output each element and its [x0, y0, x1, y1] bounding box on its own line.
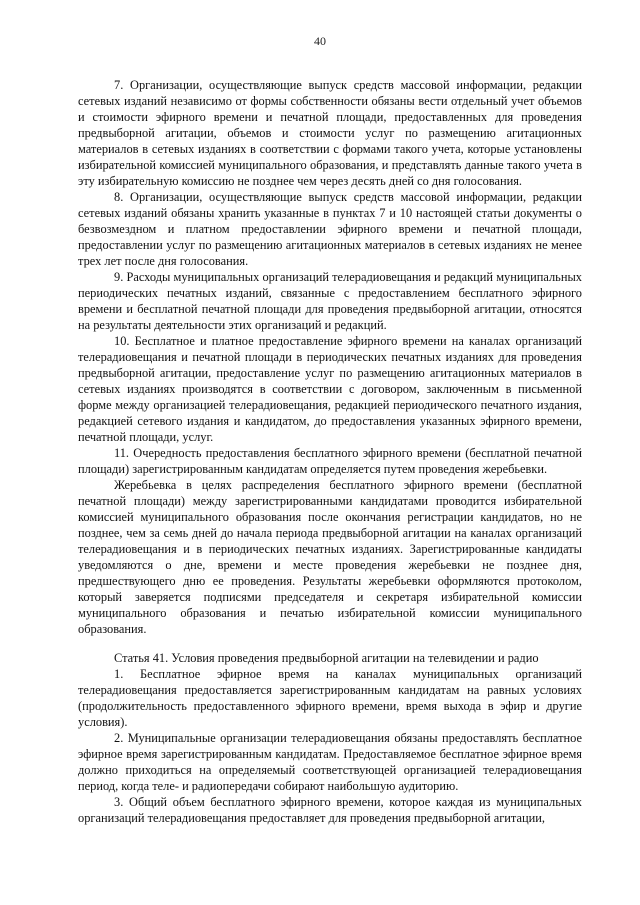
paragraph-lottery: Жеребьевка в целях распределения бесплатного эфирного времени (бесплатной печатной площади) между зарегистрированными кандидатами проводится избирательной комиссией муниципального образования после окончания регистрации кандидатов, но не позднее, чем за семь дней до начала периода предвыборной агитации на каналах организаций телерадиовещания и в периодических печатных изданиях. Зарегистрированные кандидаты уведомляются о дне, времени и месте проведения жеребьевки не позднее дня, предшествующего дню ее проведения. Результаты жеребьевки оформляются протоколом, который заверяется подписями председателя и секретаря избирательной комиссии муниципального образования и печатью избирательной комиссии муниципального образования. [78, 478, 582, 636]
paragraph-7: 7. Организации, осуществляющие выпуск средств массовой информации, редакции сетевых изданий независимо от формы собственности обязаны вести отдельный учет объемов и стоимости эфирного времени и печатной площади, предоставленных для проведения предвыборной агитации, объемов и стоимости услуг по размещению агитационных материалов в сетевых изданиях в соответствии с формами такого учета, которые установлены избирательной комиссией муниципального образования, и представлять данные такого учета в эту избирательную комиссию не позднее чем через десять дней со дня голосования. [78, 78, 582, 188]
article-41-heading: Статья 41. Условия проведения предвыборной агитации на телевидении и радио [114, 651, 539, 665]
article-41-paragraph-2: 2. Муниципальные организации телерадиовещания обязаны предоставлять бесплатное эфирное время зарегистрированным кандидатам. Предоставляемое бесплатное эфирное время должно приходиться на определяемый соответствующей организацией телерадиовещания период, когда теле- и радиопередачи собирают наибольшую аудиторию. [78, 731, 582, 793]
article-41-paragraph-3: 3. Общий объем бесплатного эфирного времени, которое каждая из муниципальных организаций телерадиовещания предоставляет для проведения предвыборной агитации, [78, 795, 582, 825]
paragraph-11: 11. Очередность предоставления бесплатного эфирного времени (бесплатной печатной площади) зарегистрированным кандидатам определяется путем проведения жеребьевки. [78, 446, 582, 476]
paragraph-10: 10. Бесплатное и платное предоставление эфирного времени на каналах организаций телерадиовещания и печатной площади в периодических печатных изданиях для проведения предвыборной агитации, предоставление услуг по размещению агитационных материалов в сетевых изданиях производятся в соответствии с договором, заключенным в письменной форме между организацией телерадиовещания, редакцией периодического печатного издания, редакцией сетевого издания и кандидатом, до предоставления указанных эфирного времени, печатной площади, услуг. [78, 334, 582, 444]
paragraph-8: 8. Организации, осуществляющие выпуск средств массовой информации, редакции сетевых изданий обязаны хранить указанные в пунктах 7 и 10 настоящей статьи документы о безвозмездном и платном предоставлении эфирного времени и печатной площади, предоставлении услуг по размещению агитационных материалов в сетевых изданиях не менее трех лет после дня голосования. [78, 190, 582, 268]
paragraph-9: 9. Расходы муниципальных организаций телерадиовещания и редакций муниципальных периодических печатных изданий, связанные с предоставлением бесплатного эфирного времени и бесплатной печатной площади для проведения предвыборной агитации, относятся на результаты деятельности этих организаций и редакций. [78, 270, 582, 332]
page-number: 40 [314, 34, 326, 48]
article-41-paragraph-1: 1. Бесплатное эфирное время на каналах муниципальных организаций телерадиовещания предоставляется зарегистрированным кандидатам на равных условиях (продолжительность предоставленного эфирного времени, время выхода в эфир и другие условия). [78, 667, 582, 729]
document-body [78, 77, 582, 826]
